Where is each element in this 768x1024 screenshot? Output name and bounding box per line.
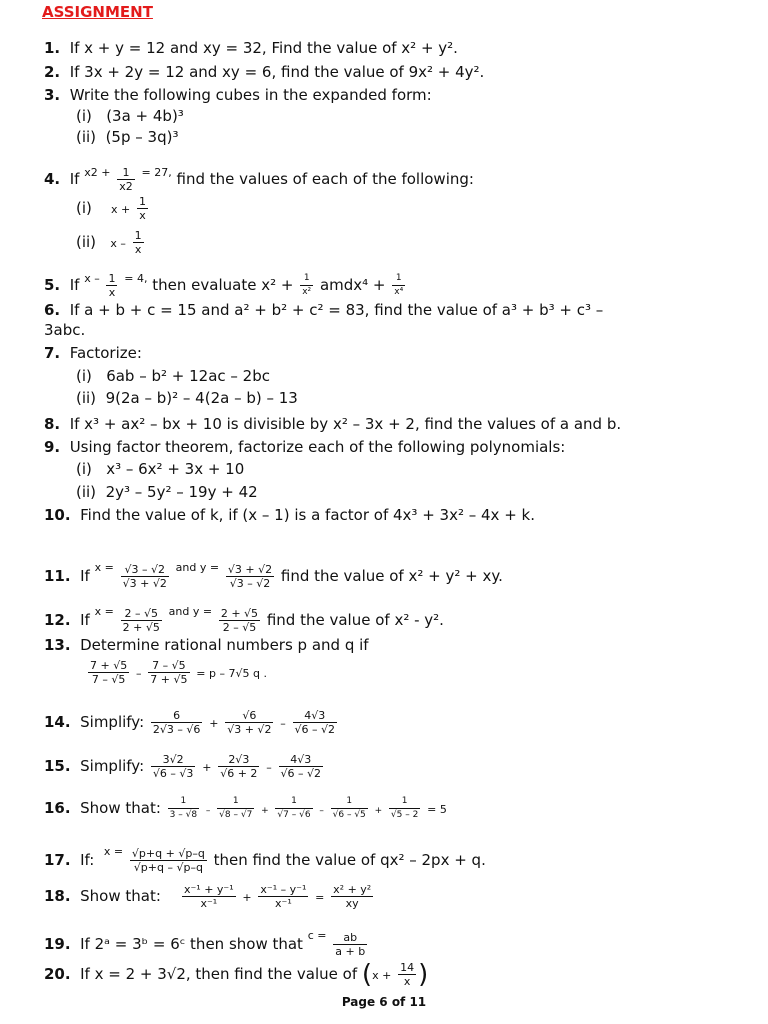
question-11-x-label: x = [94, 561, 114, 574]
question-19-c-label: c = [307, 929, 327, 942]
question-4-if: If [69, 170, 80, 188]
question-5-fraction-2 [392, 272, 405, 299]
question-3-part-i-expr: (3a + 4b)³ [106, 107, 184, 125]
question-18-fraction-3-num: x² + y² [333, 883, 372, 896]
question-11-text: find the value of x² + y² + xy. [280, 567, 503, 585]
question-16-rhs: = 5 [427, 803, 447, 816]
question-5-fraction-1 [300, 272, 313, 299]
question-15-fraction-2-den: √6 + 2 [220, 767, 258, 780]
question-11-x-fraction [121, 563, 169, 590]
question-8: 8. If x³ + ax² – bx + 10 is divisible by x² – 3x + 2, find the values of a and b. [44, 415, 622, 433]
question-12-x-fraction [121, 607, 162, 634]
question-20-den: x [403, 975, 411, 988]
question-9-text: Using factor theorem, factorize each of the following polynomials: [69, 438, 566, 456]
question-15-fraction-1 [151, 753, 196, 780]
question-12-text: find the value of x² - y². [266, 611, 444, 629]
question-15-fraction-3-num: 4√3 [279, 753, 324, 767]
question-15-fraction-2 [218, 753, 259, 780]
question-9-part-i-expr: x³ – 6x² + 3x + 10 [106, 460, 245, 478]
question-12-x-num: 2 – √5 [121, 607, 162, 621]
question-4-condition-right: = 27, [141, 166, 172, 179]
question-14-op-1: + [209, 717, 219, 730]
question-18-op-1: + [242, 891, 252, 904]
question-5-fraction-2-den: x⁴ [394, 287, 404, 297]
question-20-num: 14 [400, 961, 415, 974]
question-14-fraction-3-den: √6 – √2 [294, 723, 336, 736]
question-5-condition-left: x – [84, 272, 100, 285]
question-16-fraction-5 [389, 795, 420, 822]
question-18-equals: = [315, 891, 325, 904]
question-12-y-fraction [219, 607, 260, 634]
question-16: 16. Show that: $\frac{1}{3 - √8}$ – $\frac{1}{√8 - √7}$ + $\frac{1}{√7 - √6}$ – $\frac{1}{√6 - √5}$ + $\frac{1}{√5 - 2}$ = 5 [44, 796, 447, 820]
question-17-num: √p+q + √p–q [131, 847, 205, 860]
question-13-text: Determine rational numbers p and q if [80, 636, 369, 654]
question-4-condition-num: 1 [117, 166, 135, 180]
question-5-condition-right: = 4, [124, 272, 148, 285]
question-18-fraction-2-num: x⁻¹ – y⁻¹ [260, 883, 307, 896]
question-16-fraction-1 [168, 795, 199, 822]
question-3-part-ii: (ii) (5p – 3q)³ [76, 128, 179, 146]
question-12-y-num: 2 + √5 [220, 607, 259, 620]
question-16-fraction-3-den: √7 – √6 [277, 810, 311, 820]
question-16-label: Show that: [80, 799, 161, 817]
question-4-part-ii-left: x – [110, 237, 126, 250]
question-5-if: If [69, 276, 80, 294]
question-4-part-ii-num: 1 [134, 229, 142, 242]
question-5-amd: amdx⁴ + [319, 276, 386, 294]
question-17-den: √p+q – √p–q [133, 861, 203, 874]
question-4-part-i-fraction [137, 195, 148, 222]
question-18-fraction-3 [331, 883, 373, 910]
question-19: 19. If 2ᵃ = 3ᵇ = 6ᶜ then show that $^{c =}$ $\frac{ab}{a + b}$ [44, 929, 366, 958]
question-11: 11. If $^{x =}$ $\frac{√3 - √2}{√3 + √2}$ $^{and y =}$ $\frac{√3 + √2}{√3 - √2}$ find the value of x² + y² + xy. [44, 561, 503, 590]
question-13-fraction-1 [88, 659, 129, 686]
question-18-fraction-2 [258, 883, 308, 910]
question-7-part-ii: (ii) 9(2a – b)² – 4(2a – b) – 13 [76, 389, 298, 407]
question-15-fraction-1-num: 3√2 [151, 753, 196, 767]
question-7-part-i: (i) 6ab – b² + 12ac – 2bc [76, 367, 270, 385]
question-5-condition-den: x [108, 286, 116, 299]
question-14-label: Simplify: [80, 713, 145, 731]
question-16-fraction-3-num: 1 [275, 795, 312, 809]
question-10-text: Find the value of k, if (x – 1) is a factor of 4x³ + 3x² – 4x + k. [80, 506, 535, 524]
question-14-fraction-2 [225, 709, 273, 736]
question-4-part-ii-fraction [133, 229, 144, 256]
question-12-if: If [80, 611, 90, 629]
question-2: 2. If 3x + 2y = 12 and xy = 6, find the value of 9x² + 4y². [44, 63, 485, 81]
question-5: 5. If $^{x -}$ $\frac{1}{x}$ $^{= 4,}$ then evaluate x² + $\frac{1}{\text{x²}}$ amdx⁴ + $\frac{1}{\text{x⁴}}$ [44, 272, 404, 299]
question-17-label: If: [80, 851, 95, 869]
question-18: 18. Show that: $\frac{\text{x⁻¹ + y⁻¹}}{\text{x⁻¹}}$ + $\frac{\text{x⁻¹ – y⁻¹}}{\text{x⁻¹}}$ = $\frac{\text{x² + y²}}{xy}$ [44, 883, 372, 910]
question-4-part-i-num: 1 [138, 195, 146, 208]
question-11-x-den: √3 + √2 [122, 577, 167, 590]
question-13-fraction-2-num: 7 – √5 [148, 659, 189, 673]
question-3-part-ii-expr: (5p – 3q)³ [105, 128, 179, 146]
question-15-fraction-2-num: 2√3 [218, 753, 259, 767]
question-13-fraction-1-den: 7 – √5 [91, 673, 126, 686]
question-3: 3. Write the following cubes in the expanded form: [44, 86, 432, 104]
question-16-fraction-3 [275, 795, 312, 822]
question-15-fraction-3-den: √6 – √2 [280, 767, 322, 780]
question-16-fraction-4-den: √6 – √5 [332, 810, 366, 820]
question-15-op-1: + [202, 761, 212, 774]
question-5-fraction-1-num: 1 [300, 272, 313, 286]
question-8-text: If x³ + ax² – bx + 10 is divisible by x² – 3x + 2, find the values of a and b. [69, 415, 622, 433]
question-11-if: If [80, 567, 90, 585]
question-9-part-ii: (ii) 2y³ – 5y² – 19y + 42 [76, 483, 258, 501]
question-13: 13. Determine rational numbers p and q if [44, 636, 369, 654]
question-18-label: Show that: [80, 887, 161, 905]
question-16-op-3: – [319, 806, 324, 816]
question-4-part-i-den: x [139, 209, 146, 222]
question-17-x-label: x = [103, 845, 124, 858]
question-14-fraction-2-den: √3 + √2 [227, 723, 272, 736]
question-7-part-ii-expr: 9(2a – b)² – 4(2a – b) – 13 [105, 389, 298, 407]
question-16-fraction-4 [331, 795, 368, 822]
question-3-text: Write the following cubes in the expanded form: [69, 86, 432, 104]
question-12-x-den: 2 + √5 [122, 621, 160, 634]
question-13-fraction-2-den: 7 + √5 [150, 673, 188, 686]
question-12-y-den: 2 – √5 [222, 621, 257, 634]
question-4-part-i: (i) x + $\frac{1}{x}$ [76, 195, 146, 222]
question-12-and: and y = [168, 605, 213, 618]
question-19-den: a + b [335, 945, 366, 958]
question-15-fraction-1-den: √6 – √3 [152, 767, 194, 780]
question-7-part-i-expr: 6ab – b² + 12ac – 2bc [106, 367, 270, 385]
question-14-fraction-3 [293, 709, 338, 736]
question-9-part-i: (i) x³ – 6x² + 3x + 10 [76, 460, 245, 478]
question-16-fraction-2-den: √8 – √7 [219, 810, 253, 820]
page-number: Page 6 of 11 [341, 995, 427, 1009]
question-4-condition-left: x2 + [84, 166, 111, 179]
question-5-condition-num: 1 [108, 272, 116, 285]
question-17-text: then find the value of qx² – 2px + q. [213, 851, 486, 869]
question-18-fraction-2-den: x⁻¹ [275, 897, 292, 910]
question-1: 1. If x + y = 12 and xy = 32, Find the value of x² + y². [44, 39, 458, 57]
question-14-op-2: – [280, 717, 286, 730]
question-14: 14. Simplify: $\frac{6}{2√3 - √6}$ + $\frac{√6}{√3 + √2}$ – $\frac{4√3}{√6 - √2}$ [44, 709, 336, 736]
question-15-fraction-3 [279, 753, 324, 780]
question-16-fraction-4-num: 1 [331, 795, 368, 809]
question-11-x-num: √3 – √2 [121, 563, 169, 577]
question-20-x-label: x + [372, 969, 392, 982]
question-16-op-4: + [374, 806, 383, 816]
question-16-op-1: – [205, 806, 211, 816]
question-17: 17. If: $^{x =}$ $\frac{√p+q + √p-q}{√p+q - √p-q}$ then find the value of qx² – 2px + q. [44, 845, 486, 874]
question-5-fraction-1-den: x² [302, 287, 312, 297]
question-10: 10. Find the value of k, if (x – 1) is a factor of 4x³ + 3x² – 4x + k. [44, 506, 535, 524]
question-1-text: If x + y = 12 and xy = 32, Find the value of x² + y². [69, 39, 458, 57]
question-13-fraction-1-num: 7 + √5 [90, 659, 128, 672]
question-6: 6. If a + b + c = 15 and a² + b² + c² = 83, find the value of a³ + b³ + c³ – [44, 301, 604, 319]
question-20: 20. If x = 2 + 3√2, then find the value of (x + $\frac{14}{x}$ ) [44, 959, 429, 990]
question-11-y-fraction [226, 563, 274, 590]
question-4-condition-fraction [117, 166, 135, 193]
question-5-condition-fraction [106, 272, 117, 299]
question-19-num: ab [333, 931, 367, 945]
question-9-part-ii-expr: 2y³ – 5y² – 19y + 42 [105, 483, 258, 501]
question-7-text: Factorize: [69, 344, 142, 362]
question-16-fraction-1-den: 3 – √8 [169, 810, 198, 820]
question-15-label: Simplify: [80, 757, 145, 775]
question-12: 12. If $^{x =}$ $\frac{2 - √5}{2 + √5}$ $^{and y =}$ $\frac{2 + √5}{2 - √5}$ find the value of x² - y². [44, 605, 444, 634]
question-4-part-ii-den: x [134, 243, 142, 256]
question-18-fraction-3-den: xy [345, 897, 359, 910]
question-13-minus: – [136, 667, 142, 680]
question-15-op-2: – [266, 761, 272, 774]
question-20-fraction [398, 961, 416, 988]
question-16-fraction-5-num: 1 [389, 795, 420, 809]
question-18-fraction-1-den: x⁻¹ [200, 897, 218, 910]
question-15: 15. Simplify: $\frac{3√2}{√6 - √3}$ + $\frac{2√3}{√6 + 2}$ – $\frac{4√3}{√6 - √2}$ [44, 753, 322, 780]
question-16-fraction-1-num: 1 [168, 795, 199, 809]
question-4-text: find the values of each of the following: [176, 170, 474, 188]
question-14-fraction-2-num: √6 [225, 709, 273, 723]
question-4: 4. If $^{x2 +}$ $\frac{1}{x2}$ $^{= 27,}$ find the values of each of the following: [44, 166, 474, 193]
question-16-fraction-2 [217, 795, 254, 822]
question-6-text: If a + b + c = 15 and a² + b² + c² = 83, find the value of a³ + b³ + c³ – [69, 301, 604, 319]
question-5-text: then evaluate x² + [152, 276, 294, 294]
question-19-fraction [333, 931, 367, 958]
question-14-fraction-3-num: 4√3 [293, 709, 338, 723]
question-3-part-i: (i) (3a + 4b)³ [76, 107, 184, 125]
question-19-text: If 2ᵃ = 3ᵇ = 6ᶜ then show that [80, 935, 303, 953]
question-12-x-label: x = [94, 605, 114, 618]
question-13-rhs: = p – 7√5 q . [196, 667, 267, 680]
question-20-text: If x = 2 + 3√2, then find the value of [80, 965, 358, 983]
question-11-and: and y = [175, 561, 220, 574]
question-5-fraction-2-num: 1 [392, 272, 405, 286]
question-4-condition-den: x2 [119, 180, 133, 193]
question-2-text: If 3x + 2y = 12 and xy = 6, find the value of 9x² + 4y². [69, 63, 485, 81]
question-17-fraction [130, 847, 207, 874]
question-6-continued: 3abc. [44, 321, 86, 339]
question-16-fraction-5-den: √5 – 2 [390, 810, 419, 820]
question-13-fraction-2 [148, 659, 189, 686]
question-14-fraction-1 [151, 709, 203, 736]
question-18-fraction-1-num: x⁻¹ + y⁻¹ [183, 883, 234, 896]
question-4-part-ii: (ii) x – $\frac{1}{x}$ [76, 229, 142, 256]
question-9: 9. Using factor theorem, factorize each of the following polynomials: [44, 438, 566, 456]
question-18-fraction-1 [182, 883, 236, 910]
question-7: 7. Factorize: [44, 344, 142, 362]
question-14-fraction-1-den: 2√3 – √6 [152, 723, 201, 736]
question-11-y-den: √3 – √2 [229, 577, 271, 590]
question-13-equation [86, 654, 267, 692]
question-11-y-num: √3 + √2 [227, 563, 273, 576]
question-16-fraction-2-num: 1 [217, 795, 254, 809]
question-4-part-i-left: x + [110, 203, 131, 216]
question-16-op-2: + [261, 806, 269, 816]
question-14-fraction-1-num: 6 [151, 709, 203, 723]
assignment-heading: ASSIGNMENT [42, 3, 153, 21]
